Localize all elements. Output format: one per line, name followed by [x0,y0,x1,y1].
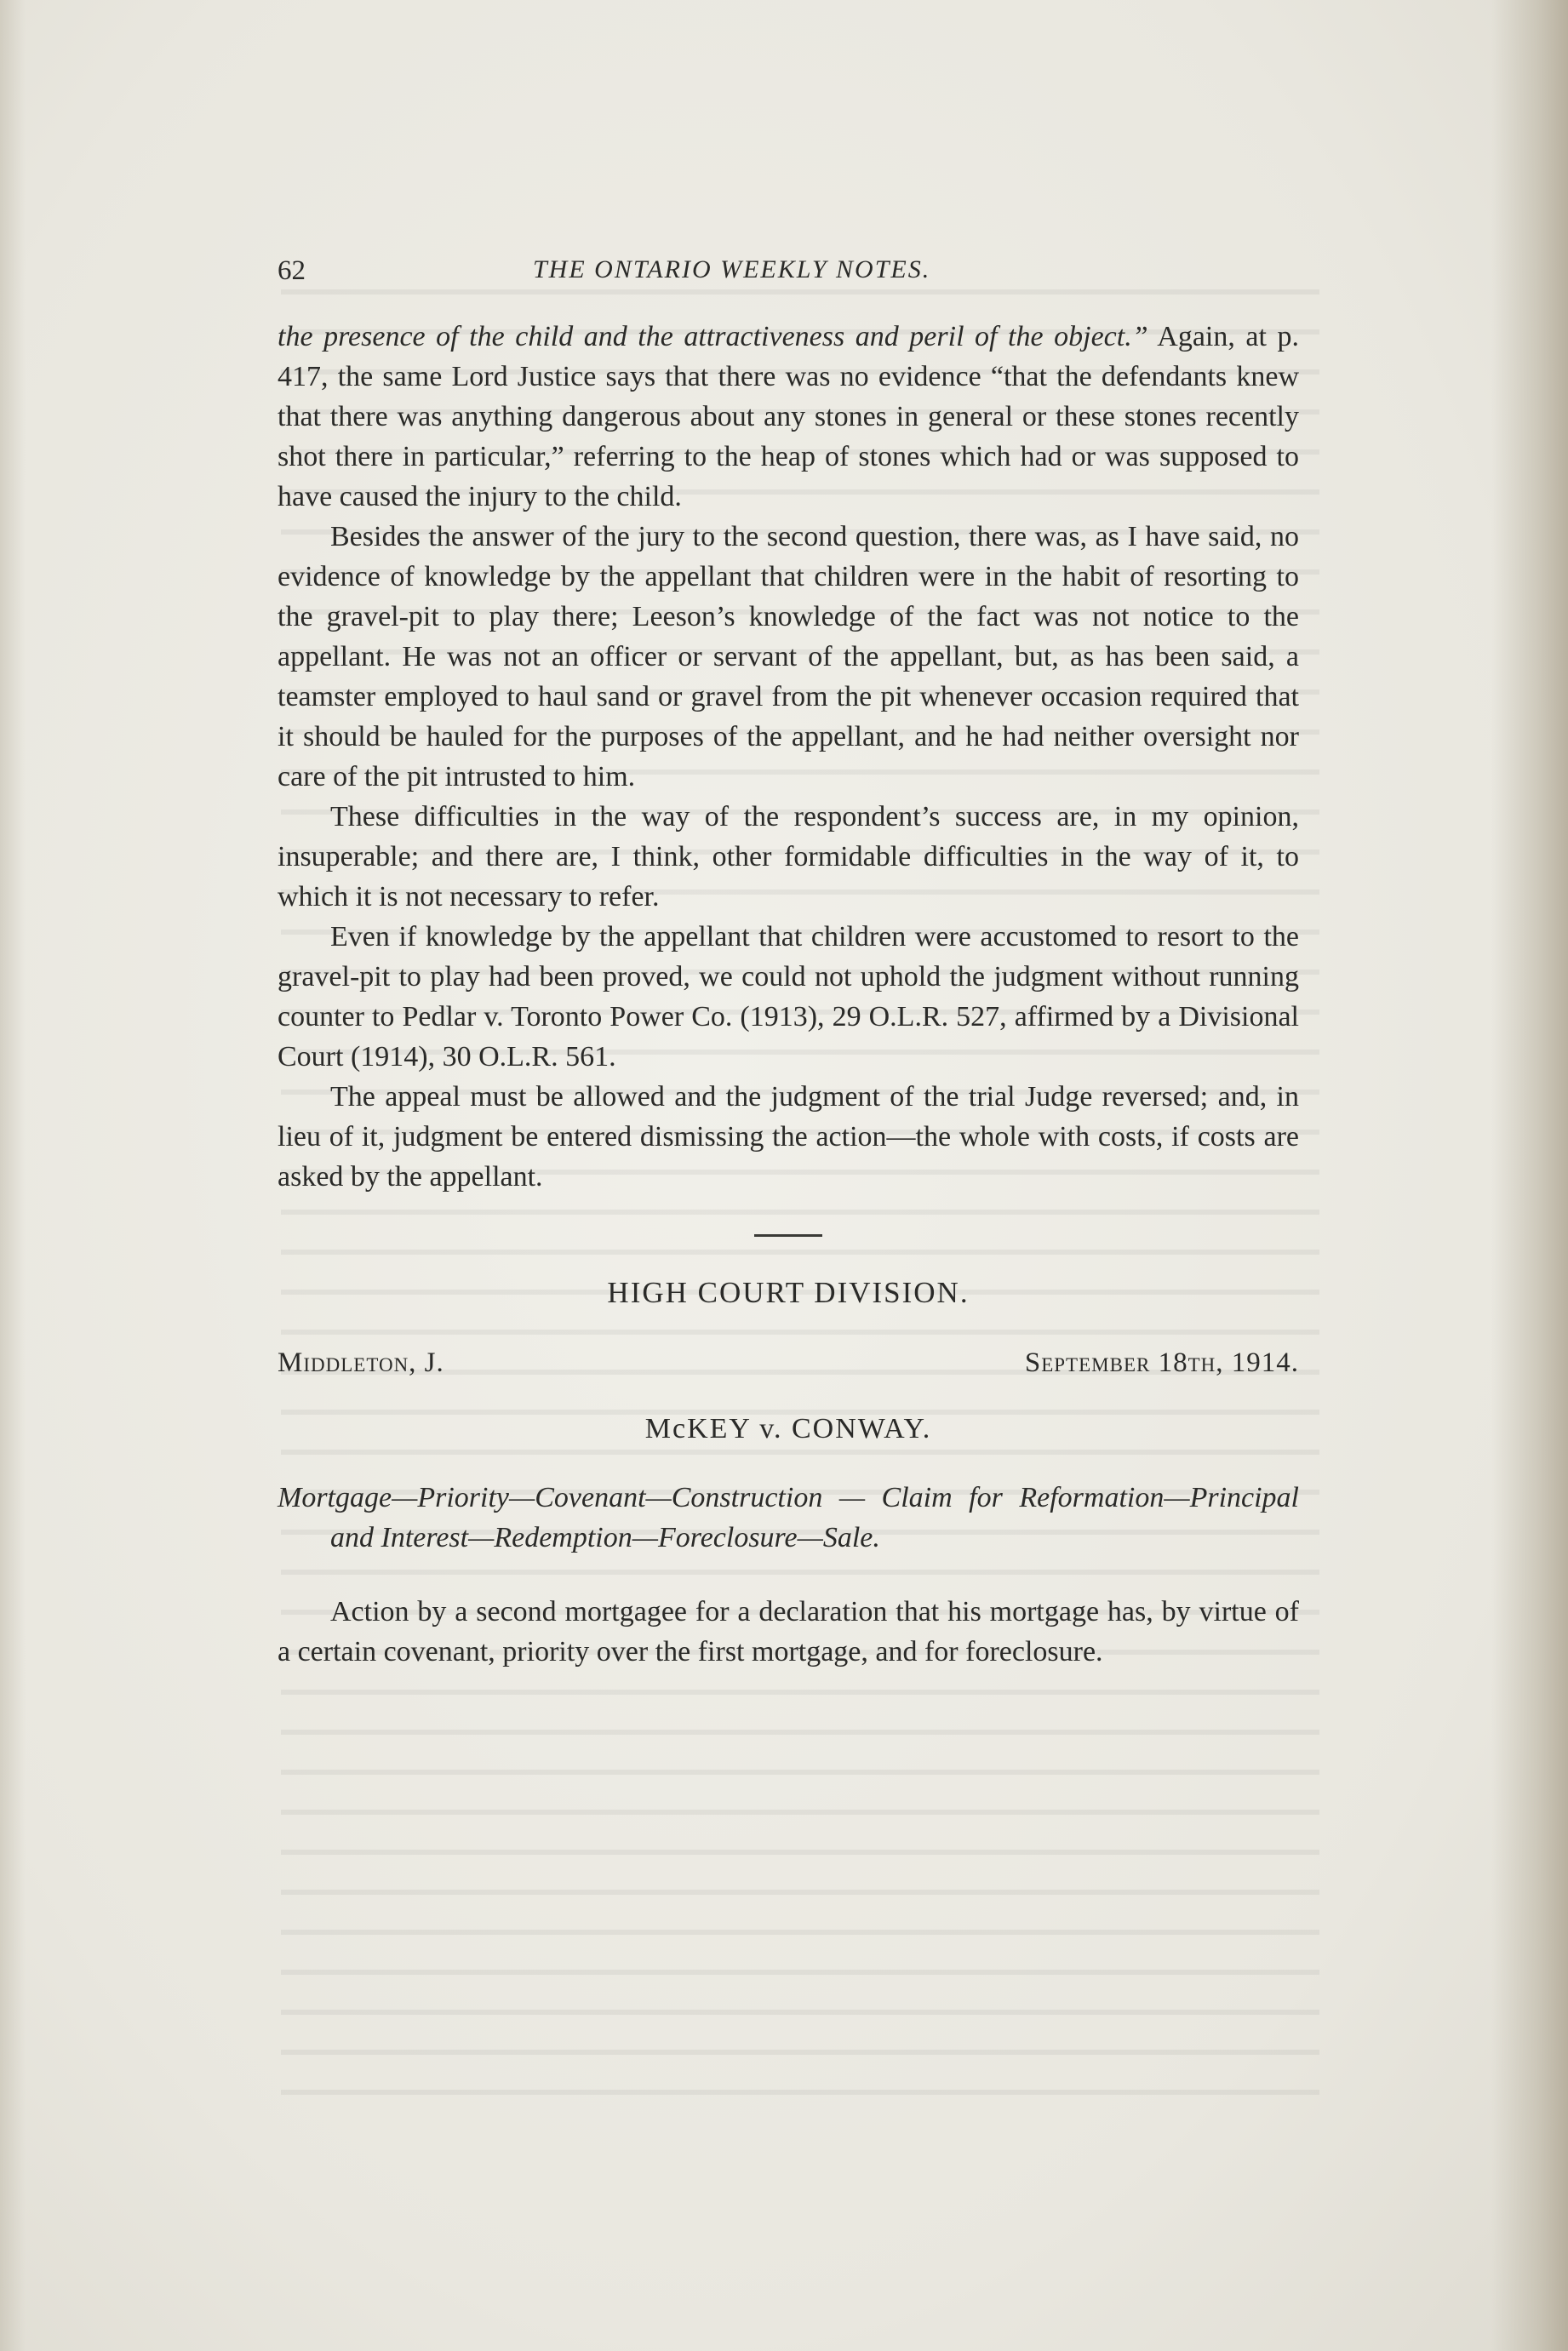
paragraph-continuation [278,317,1299,517]
division-heading: HIGH COURT DIVISION. [607,1276,970,1309]
journal-title: THE ONTARIO WEEKLY NOTES. [533,255,931,283]
judgment-body [278,317,1299,1197]
paragraph: These difficulties in the way of the respondent’s success are, in my opinion, insuperable; and there are, I think, other formidable difficulties in the way of it, to which it is not necessary to refer. [278,801,1299,912]
paragraph-text: Again, at p. 417, the same Lord Justice says that there was no evidence “that the defendants knew that there was anything dangerous about any stones in general or these stones recently shot there in particular,” referring to the heap of stones which had or was supposed to have caused the injury to the child. [278,321,1299,512]
italic-quote: the presence of the child and the attractiveness and peril of the object.” [278,321,1148,352]
page-number: 62 [278,255,306,286]
headnote-catchwords: Mortgage—Priority—Covenant—Construction — Claim for Reformation—Principal and Interest—Redemption—Foreclosure—Sale. [278,1482,1299,1553]
binding-shadow [1491,0,1568,2351]
paragraph: The appeal must be allowed and the judgment of the trial Judge reversed; and, in lieu of it, judgment be entered dismissing the action—the whole with costs, if costs are asked by the appellant. [278,1081,1299,1193]
page-content [278,247,1299,1672]
page-left-edge [0,0,26,2351]
section-divider [754,1234,822,1237]
paragraph: Besides the answer of the jury to the second question, there was, as I have said, no evidence of knowledge by the appellant that children were in the habit of resorting to the gravel-pit to play there; Leeson’s knowledge of the fact was not notice to the appellant. He was not an officer or servant of the appellant, but, as has been said, a teamster employed to haul sand or gravel from the pit whenever occasion required that it should be hauled for the purposes of the appellant, and he had neither oversight nor care of the pit intrusted to him. [278,521,1299,792]
running-head [278,247,1299,298]
paragraph: Even if knowledge by the appellant that children were accustomed to resort to the gravel-pit to play had been proved, we could not uphold the judgment without running counter to Pedlar v. Toronto Power Co. (1913), 29 O.L.R. 527, affirmed by a Divisional Court (1914), 30 O.L.R. 561. [278,921,1299,1073]
decision-date: September 18th, 1914. [1024,1347,1299,1378]
case-summary: Action by a second mortgagee for a declaration that his mortgage has, by virtue of a certain covenant, priority over the first mortgage, and for foreclosure. [278,1596,1299,1667]
judge-date-line [278,1347,1299,1379]
case-title: McKEY v. CONWAY. [644,1413,932,1444]
judge-name: Middleton, J. [278,1347,444,1378]
